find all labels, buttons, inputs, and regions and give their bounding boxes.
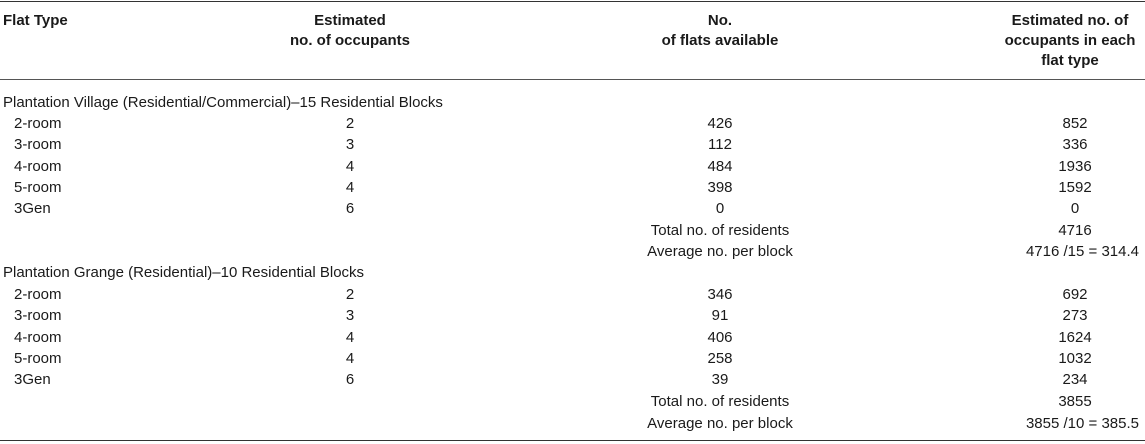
available-cell: 91 bbox=[711, 307, 729, 324]
flat-type-cell: 2-room bbox=[14, 115, 62, 132]
total-cell: 852 bbox=[1062, 115, 1088, 132]
available-cell: 112 bbox=[708, 136, 732, 153]
flat-type-cell: 3-room bbox=[14, 307, 62, 324]
occupants-cell: 4 bbox=[345, 158, 355, 175]
total-value: 4716 bbox=[1058, 222, 1092, 239]
table-top-rule bbox=[0, 1, 1145, 2]
total-cell: 1592 bbox=[1058, 179, 1092, 196]
header-rule bbox=[0, 79, 1145, 80]
total-label: Total no. of residents bbox=[650, 393, 790, 410]
total-cell: 1936 bbox=[1058, 158, 1092, 175]
available-cell: 484 bbox=[707, 158, 733, 175]
header-line: Estimated no. of bbox=[1011, 12, 1129, 29]
average-value: 3855 /10 = 385.5 bbox=[1025, 415, 1139, 432]
average-row bbox=[0, 241, 1145, 263]
table-bottom-rule bbox=[0, 440, 1145, 441]
header-line: flat type bbox=[1041, 52, 1099, 69]
occupants-cell: 2 bbox=[345, 115, 355, 132]
table-row bbox=[0, 327, 1145, 349]
table-row bbox=[0, 305, 1145, 327]
header-estimated-total-occupants bbox=[990, 11, 1145, 71]
available-cell: 258 bbox=[707, 350, 733, 367]
average-value: 4716 /15 = 314.4 bbox=[1025, 243, 1139, 260]
table-row bbox=[0, 198, 1145, 220]
total-cell: 336 bbox=[1062, 136, 1088, 153]
available-cell: 426 bbox=[707, 115, 733, 132]
table-row bbox=[0, 156, 1145, 178]
total-row bbox=[0, 220, 1145, 242]
header-flats-available bbox=[640, 11, 800, 51]
average-label: Average no. per block bbox=[647, 243, 793, 260]
available-cell: 39 bbox=[711, 371, 729, 388]
occupants-cell: 6 bbox=[345, 200, 355, 217]
flat-type-cell: 4-room bbox=[14, 329, 62, 346]
flat-type-cell: 4-room bbox=[14, 158, 62, 175]
total-cell: 0 bbox=[1070, 200, 1080, 217]
header-line: no. of occupants bbox=[290, 32, 410, 49]
occupants-cell: 3 bbox=[345, 136, 355, 153]
header-line: No. bbox=[707, 12, 733, 29]
header-flat-type bbox=[3, 11, 68, 31]
average-row bbox=[0, 413, 1145, 435]
occupants-cell: 4 bbox=[345, 350, 355, 367]
available-cell: 398 bbox=[707, 179, 733, 196]
available-cell: 346 bbox=[707, 286, 733, 303]
flat-type-cell: 2-room bbox=[14, 286, 62, 303]
total-row bbox=[0, 391, 1145, 413]
flat-type-cell: 5-room bbox=[14, 350, 62, 367]
flat-type-cell: 3-room bbox=[14, 136, 62, 153]
table-row bbox=[0, 134, 1145, 156]
total-label: Total no. of residents bbox=[650, 222, 790, 239]
total-cell: 692 bbox=[1062, 286, 1088, 303]
total-cell: 1624 bbox=[1058, 329, 1092, 346]
section-title-row bbox=[0, 262, 1145, 284]
flat-type-cell: 3Gen bbox=[14, 371, 51, 388]
total-cell: 234 bbox=[1062, 371, 1088, 388]
section-title: Plantation Village (Residential/Commercial)–15 Residential Blocks bbox=[3, 94, 443, 111]
section-title: Plantation Grange (Residential)–10 Residential Blocks bbox=[3, 264, 365, 281]
flat-type-cell: 3Gen bbox=[14, 200, 51, 217]
table-row bbox=[0, 113, 1145, 135]
total-cell: 273 bbox=[1062, 307, 1088, 324]
table-row bbox=[0, 348, 1145, 370]
header-line: Estimated bbox=[314, 12, 386, 29]
header-line: occupants in each bbox=[1004, 32, 1136, 49]
total-value: 3855 bbox=[1058, 393, 1092, 410]
available-cell: 0 bbox=[715, 200, 725, 217]
occupants-cell: 4 bbox=[345, 179, 355, 196]
table-row bbox=[0, 177, 1145, 199]
section-title-row bbox=[0, 92, 1145, 114]
average-label: Average no. per block bbox=[647, 415, 793, 432]
available-cell: 406 bbox=[707, 329, 733, 346]
occupants-cell: 3 bbox=[345, 307, 355, 324]
header-estimated-occupants bbox=[262, 11, 438, 51]
occupants-cell: 2 bbox=[345, 286, 355, 303]
occupants-cell: 6 bbox=[345, 371, 355, 388]
table-row bbox=[0, 369, 1145, 391]
occupants-cell: 4 bbox=[345, 329, 355, 346]
table-row bbox=[0, 284, 1145, 306]
total-cell: 1032 bbox=[1058, 350, 1092, 367]
flat-type-cell: 5-room bbox=[14, 179, 62, 196]
header-line: of flats available bbox=[661, 32, 779, 49]
header-flat-type-label: Flat Type bbox=[3, 12, 68, 29]
